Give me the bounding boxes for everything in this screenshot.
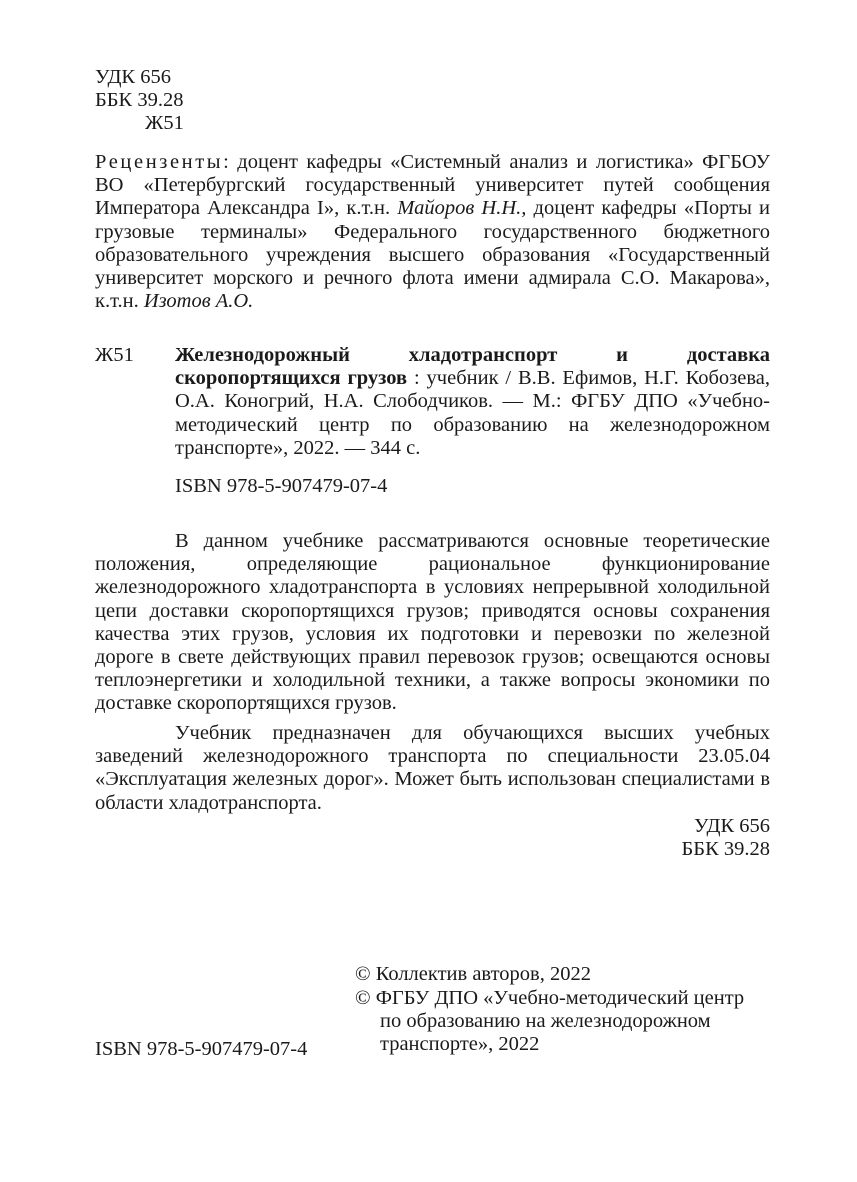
footer-isbn: ISBN 978-5-907479-07-4: [95, 1038, 308, 1060]
udk-code: УДК 656: [95, 66, 171, 88]
reviewers-label: Рецензенты: [95, 151, 224, 173]
abstract-paragraph-1: В данном учебнике рассматриваются основные теоретические положения, определяющие рациональное функционирование железнодорожного хладотранспорта в условиях непрерывной холодильной цепи доставки скоропортящихся грузов; приводятся основы сохранения качества этих грузов, условия их подготовки и перевозки по железной дороге в свете действующих правил перевозок грузов; освещаются основы теплоэнергетики и холодильной техники, а также вопросы экономики по доставке скоропортящихся грузов.: [95, 530, 770, 715]
reviewers-text-2: доцент кафедры «Порты и грузовые терминалы» Федерального государственного бюджетного образовательного учреждения высшего образования «Государственный университет морского и речного флота имени адмирала С.О. Макарова», к.т.н.: [95, 197, 770, 313]
author-mark: Ж51: [145, 112, 184, 134]
catalog-isbn: ISBN 978-5-907479-07-4: [175, 475, 388, 497]
book-title: Железнодорожный хладотранспорт и доставка скоропортящихся грузов: [175, 344, 770, 390]
reviewers-text-1: : доцент кафедры «Системный анализ и логистика» ФГБОУ ВО «Петербургский государственный университет путей сообщения Императора Александра I», к.т.н.: [95, 151, 770, 220]
catalog-description: : учебник / В.В. Ефимов, Н.Г. Кобозева, О.А. Коногрий, Н.А. Слободчиков. — М.: ФГБУ ДПО «Учебно-методический центр по образованию на железнодорожном транспорте», 2022. — 344 с.: [175, 367, 770, 459]
bbk-code: ББК 39.28: [95, 89, 184, 111]
reviewers-block: [95, 151, 770, 313]
copyright-authors: © Коллектив авторов, 2022: [355, 963, 591, 985]
catalog-entry: [175, 344, 770, 460]
catalog-mark: Ж51: [95, 344, 134, 366]
reviewer-name-1: Майоров Н.Н.,: [397, 197, 527, 220]
reviewer-name-2: Изотов А.О.: [143, 290, 254, 313]
abstract-paragraph-2: Учебник предназначен для обучающихся высших учебных заведений железнодорожного транспорта по специальности 23.05.04 «Эксплуатация железных дорог». Может быть использован специалистами в области хладотранспорта.: [95, 722, 770, 814]
abstract-udk: УДК 656: [694, 815, 770, 837]
copyright-publisher: © ФГБУ ДПО «Учебно-методический центр по образованию на железнодорожном транспорте», 2022: [355, 987, 745, 1055]
abstract-bbk: ББК 39.28: [681, 838, 770, 860]
